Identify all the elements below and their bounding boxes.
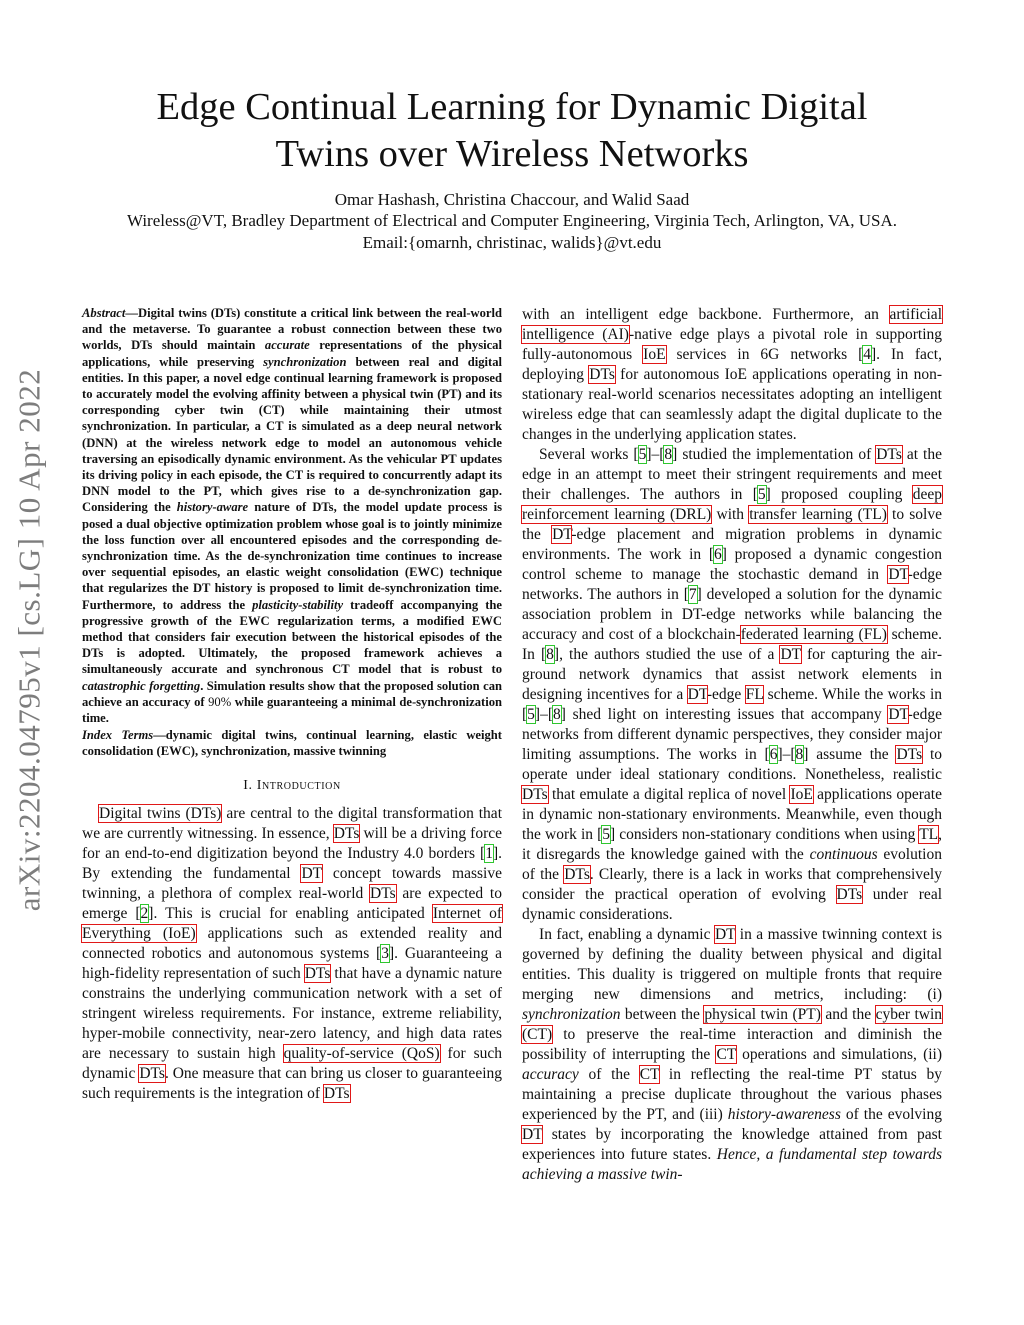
acronym-link[interactable]: artificial intelligence (AI) <box>522 306 942 343</box>
body-text: services in 6G networks [ <box>665 346 864 363</box>
body-text: that have a dynamic nature constrains the underlying communication network with a set of stringent wireless requirements. For instance, extreme reliability, hyper-mobile connectivity, near-zero latency, and high data rates are necessary to sustain high <box>82 964 502 1062</box>
acronym-link[interactable]: cyber twin (CT) <box>522 1006 943 1043</box>
intro-paragraph <box>82 804 502 1104</box>
acronym-link[interactable]: DT <box>888 566 908 583</box>
acronym-link[interactable]: transfer learning (TL) <box>749 506 887 523</box>
acronym-link[interactable]: DTs <box>589 366 615 383</box>
body-text: between the <box>620 1006 705 1023</box>
title-line-1: Edge Continual Learning for Dynamic Digital <box>156 86 868 128</box>
body-text: will be a driving force for an end-to-end digitization beyond the Industry 4.0 borders [ <box>82 824 502 862</box>
emphasis-text: Hence, a fundamental step towards achieving a massive twin- <box>522 1146 942 1183</box>
abstract-emphasis: history-aware <box>176 500 249 515</box>
body-text: . Clearly, there is a lack in works that comprehensively consider the practical operation of evolving <box>522 866 942 903</box>
abstract-emphasis: accurate <box>264 338 310 353</box>
acronym-link[interactable]: FL <box>745 686 764 703</box>
citation-link[interactable]: 2 <box>140 904 149 922</box>
abstract-text: . Simulation results show that the proposed solution can achieve an accuracy of <box>82 678 502 709</box>
citation-link[interactable]: 4 <box>863 346 872 363</box>
body-text: applications such as extended reality and connected robotics and autonomous systems [ <box>82 924 503 962</box>
acronym-link[interactable]: DTs <box>836 886 863 903</box>
abstract-text: representations of the physical applications, while preserving <box>82 338 502 369</box>
section-number: I. <box>243 777 253 793</box>
acronym-link[interactable]: deep reinforcement learning (DRL) <box>522 486 942 523</box>
citation-link[interactable]: 8 <box>553 706 561 723</box>
body-text: ]–[ <box>534 706 553 723</box>
acronym-link[interactable]: IoE <box>643 346 666 363</box>
body-text: at the edge in an attempt to meet their stringent requirements and meet their challenges. The authors in [ <box>522 446 942 503</box>
body-text: operations and simulations, (ii) <box>735 1046 943 1063</box>
body-text: of the evolving <box>840 1106 942 1123</box>
abstract-text: tradeoff accompanying the progressive growth of the EWC regularization terms, a modified EWC method that considers fair execution between the historical episodes of the DTs is adopted. Ultimately, the proposed framework achieves a simultaneously accurate and synchronous CT model that is robust to <box>82 597 503 677</box>
duality-paragraph <box>522 925 942 1185</box>
acronym-link[interactable]: DT <box>687 686 707 703</box>
acronym-link[interactable]: DTs <box>370 884 396 902</box>
acronym-link[interactable]: DTs <box>139 1064 165 1082</box>
abstract-text: nature of DTs, the model update process is posed a dual objective optimization problem whose goal is to jointly minimize the loss function over all encountered episodes and the corresponding de-synchronization time. As the de-synchronization time continues to increase over sequential episodes, an elastic weight consolidation (EWC) technique that regularizes the DT history is proposed to limit de-synchronization time. Furthermore, to address the <box>82 500 502 612</box>
index-terms: Index Terms—dynamic digital twins, continual learning, elastic weight consolidation (EWC), synchronization, massive twinning <box>82 728 502 759</box>
body-text: -edge placement and migration problems in dynamic environments. The work in [ <box>522 526 943 563</box>
body-text: under real dynamic considerations. <box>522 886 942 923</box>
acronym-link[interactable]: DT <box>714 926 736 943</box>
body-text: for autonomous IoE applications operating in non-stationary real-world scenarios necessitates adopting an intelligent wireless edge that can seamlessly adapt the digital duplicate to the changes in the underlying application states. <box>522 366 942 443</box>
acronym-link[interactable]: CT <box>716 1046 736 1063</box>
body-text: for such dynamic <box>82 1044 502 1082</box>
acronym-link[interactable]: DTs <box>896 746 923 763</box>
body-text: ] studied the implementation of <box>672 446 877 463</box>
citation-link[interactable]: 6 <box>769 746 778 763</box>
body-text: In fact, enabling a dynamic <box>539 926 715 943</box>
body-text: evolution of the <box>522 846 942 883</box>
body-text: ] considers non-stationary conditions when using <box>610 826 920 843</box>
affiliation: Wireless@VT, Bradley Department of Electrical and Computer Engineering, Virginia Tech, Arlington, VA, USA. <box>126 211 898 230</box>
right-column <box>522 305 942 1185</box>
acronym-link[interactable]: IoE <box>790 786 813 803</box>
body-text: in a massive twinning context is governed by defining the duality between physical and digital entities. This duality is triggered on multiple fronts that require merging new dimensions and metrics, including: (i) <box>522 926 942 1003</box>
abstract-label: Abstract <box>82 306 126 320</box>
acronym-link[interactable]: DT <box>888 706 908 723</box>
citation-link[interactable]: 5 <box>602 826 610 843</box>
body-text: ] proposed coupling <box>765 486 913 503</box>
acronym-link[interactable]: DTs <box>522 786 548 803</box>
acronym-link[interactable]: DT <box>522 1126 543 1143</box>
body-text: ]. In fact, deploying <box>522 346 942 383</box>
section-heading-introduction <box>82 778 502 794</box>
acronym-link[interactable]: physical twin (PT) <box>704 1006 821 1023</box>
citation-link[interactable]: 7 <box>688 586 697 603</box>
acronym-link[interactable]: Digital twins (DTs) <box>99 804 222 822</box>
body-text: ], the authors studied the use of a <box>553 646 781 663</box>
body-text: . One measure that can bring us closer to guaranteeing such requirements is the integration of <box>82 1064 503 1102</box>
accuracy-value: 90% <box>208 694 232 709</box>
acronym-link[interactable]: federated learning (FL) <box>740 626 887 643</box>
body-text: -native edge plays a pivotal role in supporting fully-autonomous <box>522 326 942 363</box>
abstract-emphasis: synchronization <box>263 354 347 369</box>
acronym-link[interactable]: CT <box>639 1066 660 1083</box>
body-text: scheme. While the works in [ <box>522 686 942 723</box>
body-text: in reflecting the real-time PT status by maintaining a precise duplicate throughout the various phases experienced by the PT, and (iii) <box>522 1066 942 1123</box>
abstract-emphasis: plasticity-stability <box>252 597 344 612</box>
paragraph-continued <box>522 305 942 445</box>
citation-link[interactable]: 6 <box>714 546 722 563</box>
index-terms-label: Index Terms <box>82 728 154 743</box>
body-text: -edge networks from different dynamic perspectives, they consider major limiting assumptions. The works in [ <box>522 706 942 763</box>
body-text: ] shed light on interesting issues that accompany <box>560 706 889 723</box>
citation-link[interactable]: 5 <box>757 486 766 503</box>
body-text: -edge <box>706 686 746 703</box>
abstract-text: Digital twins (DTs) constitute a critical link between the real-world and the metaverse. To guarantee a robust connection between these two worlds, DTs should maintain <box>82 306 502 353</box>
acronym-link[interactable]: Internet of Everything (IoE) <box>82 904 502 942</box>
body-text: and the <box>820 1006 876 1023</box>
body-text: concept towards massive twinning, a plethora of complex real-world <box>82 864 502 902</box>
section-title: Introduction <box>256 777 341 793</box>
citation-link[interactable]: 5 <box>527 706 535 723</box>
acronym-link[interactable]: DTs <box>323 1084 350 1102</box>
citation-link[interactable]: 5 <box>638 446 647 463</box>
citation-link[interactable]: 8 <box>664 446 673 463</box>
citation-link[interactable]: 8 <box>795 746 804 763</box>
body-text: scheme. In [ <box>522 626 942 663</box>
body-text: to operate under ideal stationary conditions. Nonetheless, realistic <box>522 746 942 783</box>
body-text: of the <box>578 1066 640 1083</box>
acronym-link[interactable]: DT <box>301 864 322 882</box>
email-line: Email:{omarnh, christinac, walids}@vt.edu <box>362 233 662 252</box>
body-text: ] proposed a dynamic congestion control scheme to manage the stochastic demand in <box>522 546 942 583</box>
body-text: are expected to emerge [ <box>82 884 502 922</box>
emphasis-text: synchronization <box>522 1006 621 1023</box>
body-text: ]. By extending the fundamental <box>82 844 502 882</box>
body-text: to preserve the real-time interaction and diminish the possibility of interrupting the <box>522 1026 942 1063</box>
citation-link[interactable]: 1 <box>485 844 493 862</box>
arxiv-sidebar-identifier <box>10 340 48 940</box>
body-text: ]–[ <box>777 746 796 763</box>
body-text: ]. This is crucial for enabling anticipated <box>148 904 433 922</box>
citation-link[interactable]: 3 <box>381 944 389 962</box>
body-text: -edge networks. The authors in [ <box>522 566 942 603</box>
acronym-link[interactable]: DTs <box>333 824 360 842</box>
abstract: Abstract—Digital twins (DTs) constitute a critical link between the real-world and the metaverse. To guarantee a robust connection between these two worlds, DTs should maintain accurate representations of the physical applications, while preserving synchronization between real and digital entities. In this paper, a novel edge continual learning framework is proposed to accurately model the evolving affinity between a physical twin (PT) and its corresponding cyber twin (CT) while maintaining their utmost synchronization. In particular, a CT is simulated as a deep neural network (DNN) at the wireless network edge to model an autonomous vehicle traversing an episodically dynamic environment. As the vehicular PT updates its driving policy in each episode, the CT is required to concurrently adapt its DNN model to the PT, which gives rise to a de-synchronization gap. Considering the history-aware nature of DTs, the model update process is posed a dual objective optimization problem whose goal is to jointly minimize the loss function over all encountered episodes and the corresponding de-synchronization time. As the de-synchronization time continues to increase over sequential episodes, an elastic weight consolidation (EWC) technique that regularizes the DT history is proposed to limit de-synchronization time. Furthermore, to address the plasticity-stability tradeoff accompanying the progressive growth of the EWC regularization terms, a modified EWC method that considers fair execution between the historical episodes of the DTs is adopted. Ultimately, the proposed framework achieves a simultaneously accurate and synchronous CT model that is robust to catastrophic forgetting. Simulation results show that the proposed solution can achieve an accuracy of 90% while guaranteeing a minimal de-synchronization time. <box>82 306 503 726</box>
acronym-link[interactable]: quality-of-service (QoS) <box>283 1044 440 1062</box>
body-text: ] developed a solution for the dynamic association problem in DT-edge networks while balancing the accuracy and cost of a blockchain- <box>522 586 942 643</box>
emphasis-text: accuracy <box>522 1066 579 1083</box>
body-text: ] assume the <box>803 746 897 763</box>
emphasis-text: continuous <box>809 846 878 863</box>
acronym-link[interactable]: DTs <box>564 866 590 883</box>
author-list: Omar Hashash, Christina Chaccour, and Walid Saad <box>334 190 690 209</box>
abstract-text: while guaranteeing a minimal de-synchronization time. <box>82 694 502 726</box>
citation-link[interactable]: 8 <box>546 646 554 663</box>
acronym-link[interactable]: DT <box>552 526 572 543</box>
emphasis-text: history-awareness <box>727 1106 841 1123</box>
left-column <box>82 305 502 1104</box>
title-line-2: Twins over Wireless Networks <box>275 133 749 175</box>
body-text: for capturing the air-ground network dynamics that assist network elements in designing incentives for a <box>522 646 942 703</box>
body-text: that emulate a digital replica of novel <box>547 786 791 803</box>
body-text: ]. Guaranteeing a high-fidelity representation of such <box>82 944 502 982</box>
arxiv-id-text: arXiv:2204.04795v1 [cs.LG] 10 Apr 2022 <box>11 368 46 912</box>
abstract-emphasis: catastrophic forgetting <box>82 678 201 693</box>
abstract-text: between real and digital entities. In this paper, a novel edge continual learning framework is proposed to accurately model the evolving affinity between a physical twin (PT) and its corresponding cyber twin (CT) while maintaining their utmost synchronization. In particular, a CT is simulated as a deep neural network (DNN) at the wireless network edge to model an autonomous vehicle traversing an episodically dynamic environment. As the vehicular PT updates its driving policy in each episode, the CT is required to concurrently adapt its DNN model to the PT, which gives rise to a de-synchronization gap. Considering the <box>82 354 502 515</box>
body-text: applications operate in dynamic non-stationary environments. Meanwhile, even though the work in [ <box>522 786 942 843</box>
index-terms-text: dynamic digital twins, continual learning, elastic weight consolidation (EWC), synchronization, massive twinning <box>82 728 502 759</box>
body-text: with <box>711 506 750 523</box>
related-work-paragraph <box>522 445 942 925</box>
acronym-link[interactable]: DTs <box>876 446 902 463</box>
body-text: with an intelligent edge backbone. Furthermore, an <box>522 306 890 323</box>
acronym-link[interactable]: DTs <box>304 964 331 982</box>
body-text: Several works [ <box>539 446 639 463</box>
body-text: states by incorporating the knowledge attained from past experiences into future states. <box>522 1126 942 1163</box>
acronym-link[interactable]: DT <box>780 646 801 663</box>
body-text: , it disregards the knowledge gained with the <box>522 826 942 863</box>
body-text: are central to the digital transformation that we are currently witnessing. In essence, <box>82 804 502 842</box>
acronym-link[interactable]: TL <box>919 826 939 843</box>
body-text: to solve the <box>522 506 942 543</box>
body-text: ]–[ <box>646 446 665 463</box>
paper-title <box>70 84 954 178</box>
